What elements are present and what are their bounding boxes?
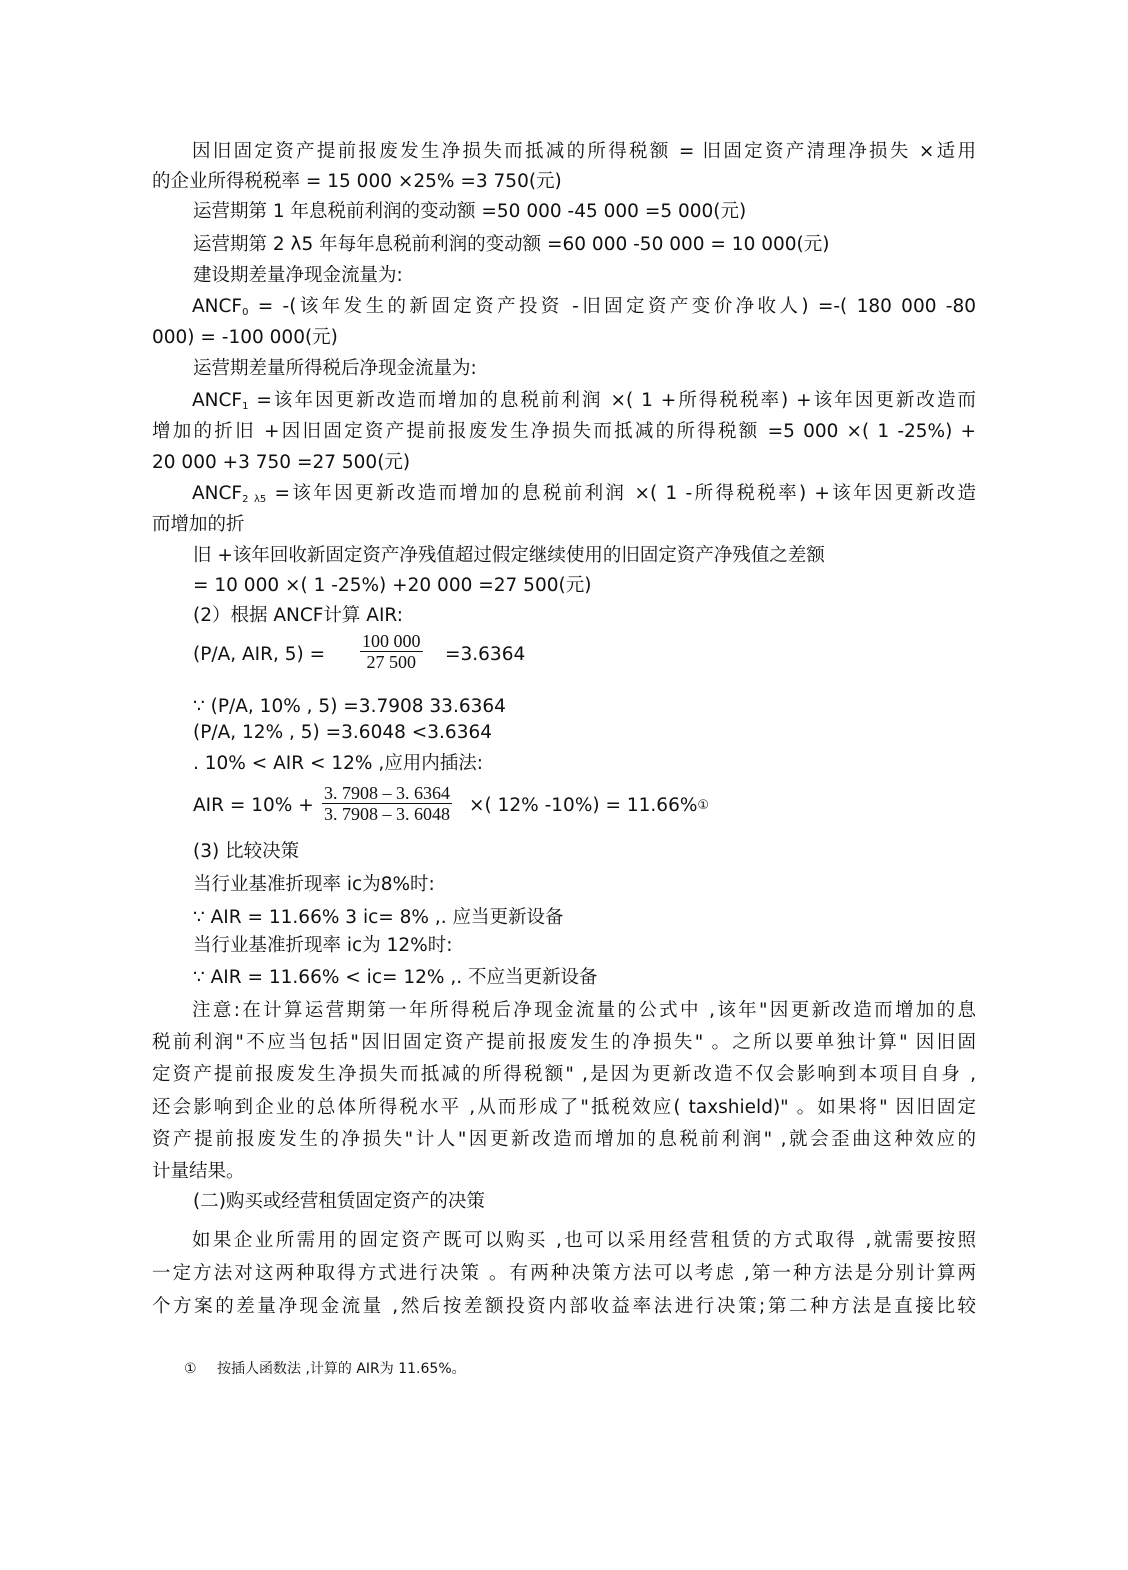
paragraph-line: ∵ AIR = 11.66% < ic= 12% ,. 不应当更新设备 xyxy=(193,967,598,988)
paragraph-line: 一定方法对这两种取得方式进行决策 。有两种决策方法可以考虑 ,第一种方法是分别计算两 xyxy=(152,1263,976,1284)
paragraph-line: ∵ (P/A, 10% , 5) =3.7908 33.6364 xyxy=(193,696,506,717)
note-line: 税前利润"不应当包括"因旧固定资产提前报废发生的净损失" 。之所以要单独计算" 因旧固 xyxy=(152,1032,976,1053)
air-numerator: 3. 7908 – 3. 6364 xyxy=(324,783,450,803)
paragraph-line: 当行业基准折现率 ic为8%时: xyxy=(193,874,435,895)
footnote-mark: ① xyxy=(697,798,710,813)
paragraph-line: 如果企业所需用的固定资产既可以购买 ,也可以采用经营租赁的方式取得 ,就需要按照 xyxy=(192,1230,976,1251)
paragraph-line: 当行业基准折现率 ic为 12%时: xyxy=(193,935,453,956)
pa-denominator: 27 500 xyxy=(360,651,423,672)
paragraph-line: ∵ AIR = 11.66% 3 ic= 8% ,. 应当更新设备 xyxy=(193,907,564,928)
ancf2-line: $ANCF_{2 \lambda 5}$ =该年因更新改造而增加的息税前利润 ×( 1 -所得税税率) +该年因更新改造 xyxy=(192,483,976,505)
air-denominator: 3. 7908 – 3. 6048 xyxy=(324,804,450,824)
step-heading: (2）根据 ANCF计算 AIR: xyxy=(193,605,403,626)
paragraph-line: 的企业所得税税率 = 15 000 ×25% =3 750(元) xyxy=(152,171,562,192)
air-formula-left: AIR = 10% + xyxy=(193,795,314,816)
pa-fraction xyxy=(360,631,423,672)
paragraph-line: 因旧固定资产提前报废发生净损失而抵减的所得税额 = 旧固定资产清理净损失 ×适用 xyxy=(192,141,976,162)
paragraph-line: 个方案的差量净现金流量 ,然后按差额投资内部收益率法进行决策;第二种方法是直接比较 xyxy=(152,1296,976,1317)
paragraph-line: 旧 +该年回收新固定资产净残值超过假定继续使用的旧固定资产净残值之差额 xyxy=(193,545,825,566)
step-heading: (3) 比较决策 xyxy=(193,841,300,862)
note-line: 计量结果。 xyxy=(152,1161,245,1182)
air-formula-right: ×( 12% -10%) = 11.66%① xyxy=(469,795,710,816)
pa-formula-right: =3.6364 xyxy=(445,644,526,665)
footnote-mark: ① xyxy=(184,1361,197,1377)
paragraph-line: 000) = -100 000(元) xyxy=(152,327,338,348)
note-line: 注意:在计算运营期第一年所得税后净现金流量的公式中 ,该年"因更新改造而增加的息 xyxy=(192,1000,976,1021)
paragraph-line: 建设期差量净现金流量为: xyxy=(193,265,403,286)
paragraph-line: = 10 000 ×( 1 -25%) +20 000 =27 500(元) xyxy=(193,575,592,596)
ancf1-line: $ANCF_1$ =该年因更新改造而增加的息税前利润 ×( 1 +所得税税率) +该年因更新改造而 xyxy=(192,390,976,412)
paragraph-line: (P/A, 12% , 5) =3.6048 <3.6364 xyxy=(193,722,492,743)
paragraph-line: 而增加的折 xyxy=(152,514,245,535)
footnote-text: 按插人函数法 ,计算的 AIR为 11.65%。 xyxy=(217,1361,466,1377)
pa-numerator: 100 000 xyxy=(362,631,421,651)
paragraph-line: 增加的折旧 +因旧固定资产提前报废发生净损失而抵减的所得税额 =5 000 ×( 1 -25%) + xyxy=(152,421,976,442)
paragraph-line: 运营期第 2 λ5 年每年息税前利润的变动额 =60 000 -50 000 = 10 000(元) xyxy=(193,234,830,255)
note-line: 定资产提前报废发生净损失而抵减的所得税额" ,是因为更新改造不仅会影响到本项目自身 , xyxy=(152,1064,976,1085)
air-fraction xyxy=(322,783,452,824)
paragraph-line: 20 000 +3 750 =27 500(元) xyxy=(152,452,411,473)
paragraph-line: . 10% < AIR < 12% ,应用内插法: xyxy=(193,753,483,774)
section-heading: (二)购买或经营租赁固定资产的决策 xyxy=(193,1191,485,1212)
pa-formula-left: (P/A, AIR, 5) = xyxy=(193,644,326,665)
paragraph-line: 运营期第 1 年息税前利润的变动额 =50 000 -45 000 =5 000(元) xyxy=(193,201,747,222)
note-line: 还会影响到企业的总体所得税水平 ,从而形成了"抵税效应( taxshield)" 。如果将" 因旧固定 xyxy=(152,1097,976,1118)
note-line: 资产提前报废发生的净损失"计人"因更新改造而增加的息税前利润" ,就会歪曲这种效应的 xyxy=(152,1129,976,1150)
ancf0-line: $ANCF_0$ = -(该年发生的新固定资产投资 -旧固定资产变价净收人) =-( 180 000 -80 xyxy=(192,296,976,318)
paragraph-line: 运营期差量所得税后净现金流量为: xyxy=(193,358,477,379)
